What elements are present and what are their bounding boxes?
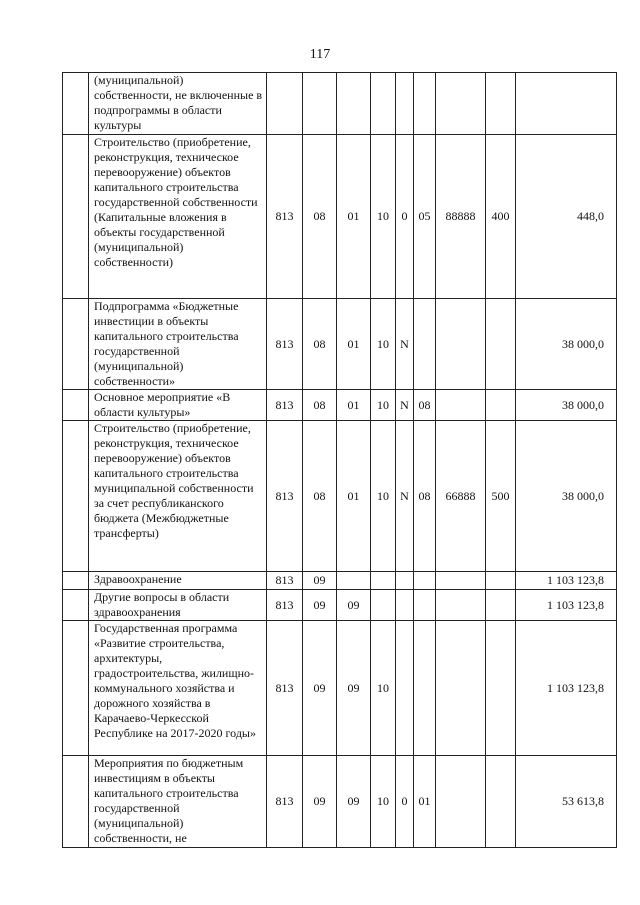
- target-code-subprogram: N: [396, 390, 414, 421]
- section-code: 08: [303, 299, 337, 390]
- target-code-program: 10: [371, 621, 396, 756]
- row-name: Мероприятия по бюджетным инвестициям в объекты капитального строительства государственной (муниципальной) собственности, не: [89, 756, 267, 848]
- target-code-event: 01: [414, 756, 436, 848]
- target-code-program: [371, 73, 396, 135]
- number-cell: [63, 73, 89, 135]
- target-code-subprogram: [396, 621, 414, 756]
- target-code-event: 08: [414, 390, 436, 421]
- target-code-direction: 66888: [436, 421, 486, 572]
- section-code: [303, 73, 337, 135]
- target-code-program: 10: [371, 135, 396, 299]
- row-name: Основное мероприятие «В области культуры»: [89, 390, 267, 421]
- target-code-subprogram: [396, 572, 414, 590]
- table-row: [63, 299, 617, 390]
- row-name: Здравоохранение: [89, 572, 267, 590]
- table-row: [63, 421, 617, 572]
- target-code-program: 10: [371, 299, 396, 390]
- number-cell: [63, 572, 89, 590]
- ved-code: 813: [267, 572, 303, 590]
- subsection-code: 09: [337, 621, 371, 756]
- section-code: 09: [303, 572, 337, 590]
- table-row: [63, 590, 617, 621]
- expense-type-code: 400: [486, 135, 516, 299]
- ved-code: 813: [267, 756, 303, 848]
- target-code-subprogram: 0: [396, 135, 414, 299]
- expense-type-code: [486, 621, 516, 756]
- page-number: 117: [309, 47, 331, 62]
- subsection-code: 09: [337, 590, 371, 621]
- target-code-subprogram: N: [396, 299, 414, 390]
- amount: 38 000,0: [516, 299, 617, 390]
- target-code-direction: [436, 572, 486, 590]
- table-row: [63, 390, 617, 421]
- ved-code: 813: [267, 621, 303, 756]
- section-code: 08: [303, 135, 337, 299]
- section-code: 08: [303, 390, 337, 421]
- row-name: Государственная программа «Развитие строительства, архитектуры, градостроительства, жилищно-коммунального хозяйства и дорожного хозяйства в Карачаево-Черкесской Республике на 2017-2020 годы»: [89, 621, 267, 756]
- target-code-direction: [436, 590, 486, 621]
- table-row: [63, 135, 617, 299]
- table-row: [63, 572, 617, 590]
- amount: 448,0: [516, 135, 617, 299]
- ved-code: 813: [267, 135, 303, 299]
- target-code-program: 10: [371, 756, 396, 848]
- amount: [516, 73, 617, 135]
- target-code-event: 08: [414, 421, 436, 572]
- subsection-code: 09: [337, 756, 371, 848]
- section-code: 08: [303, 421, 337, 572]
- table-row: [63, 621, 617, 756]
- target-code-direction: [436, 390, 486, 421]
- subsection-code: [337, 572, 371, 590]
- row-name: Другие вопросы в области здравоохранения: [89, 590, 267, 621]
- ved-code: 813: [267, 299, 303, 390]
- target-code-direction: 88888: [436, 135, 486, 299]
- target-code-program: 10: [371, 421, 396, 572]
- ved-code: 813: [267, 421, 303, 572]
- target-code-direction: [436, 73, 486, 135]
- section-code: 09: [303, 756, 337, 848]
- amount: 1 103 123,8: [516, 621, 617, 756]
- table-row: [63, 756, 617, 848]
- target-code-program: [371, 590, 396, 621]
- number-cell: [63, 299, 89, 390]
- amount: 38 000,0: [516, 390, 617, 421]
- budget-table: [62, 72, 617, 848]
- number-cell: [63, 421, 89, 572]
- target-code-event: [414, 572, 436, 590]
- amount: 1 103 123,8: [516, 572, 617, 590]
- row-name: Строительство (приобретение, реконструкция, техническое перевооружение) объектов капитального строительства муниципальной собственности за счет республиканского бюджета (Межбюджетные трансферты): [89, 421, 267, 572]
- subsection-code: 01: [337, 390, 371, 421]
- target-code-event: 05: [414, 135, 436, 299]
- section-code: 09: [303, 621, 337, 756]
- expense-type-code: [486, 390, 516, 421]
- section-code: 09: [303, 590, 337, 621]
- ved-code: 813: [267, 390, 303, 421]
- row-name: Подпрограмма «Бюджетные инвестиции в объекты капитального строительства государственной (муниципальной) собственности»: [89, 299, 267, 390]
- subsection-code: [337, 73, 371, 135]
- number-cell: [63, 590, 89, 621]
- target-code-subprogram: 0: [396, 756, 414, 848]
- target-code-subprogram: [396, 73, 414, 135]
- amount: 38 000,0: [516, 421, 617, 572]
- expense-type-code: [486, 73, 516, 135]
- expense-type-code: [486, 572, 516, 590]
- number-cell: [63, 621, 89, 756]
- target-code-direction: [436, 756, 486, 848]
- target-code-event: [414, 73, 436, 135]
- target-code-event: [414, 590, 436, 621]
- amount: 53 613,8: [516, 756, 617, 848]
- target-code-direction: [436, 621, 486, 756]
- target-code-direction: [436, 299, 486, 390]
- expense-type-code: [486, 299, 516, 390]
- expense-type-code: 500: [486, 421, 516, 572]
- target-code-program: [371, 572, 396, 590]
- target-code-subprogram: [396, 590, 414, 621]
- subsection-code: 01: [337, 421, 371, 572]
- target-code-event: [414, 621, 436, 756]
- target-code-event: [414, 299, 436, 390]
- target-code-program: 10: [371, 390, 396, 421]
- amount: 1 103 123,8: [516, 590, 617, 621]
- target-code-subprogram: N: [396, 421, 414, 572]
- number-cell: [63, 390, 89, 421]
- subsection-code: 01: [337, 299, 371, 390]
- expense-type-code: [486, 590, 516, 621]
- subsection-code: 01: [337, 135, 371, 299]
- expense-type-code: [486, 756, 516, 848]
- row-name: (муниципальной) собственности, не включенные в подпрограммы в области культуры: [89, 73, 267, 135]
- table-row: [63, 73, 617, 135]
- ved-code: 813: [267, 590, 303, 621]
- number-cell: [63, 756, 89, 848]
- ved-code: [267, 73, 303, 135]
- row-name: Строительство (приобретение, реконструкция, техническое перевооружение) объектов капитального строительства государственной собственности (Капитальные вложения в объекты государственной (муниципальной) собственности): [89, 135, 267, 299]
- number-cell: [63, 135, 89, 299]
